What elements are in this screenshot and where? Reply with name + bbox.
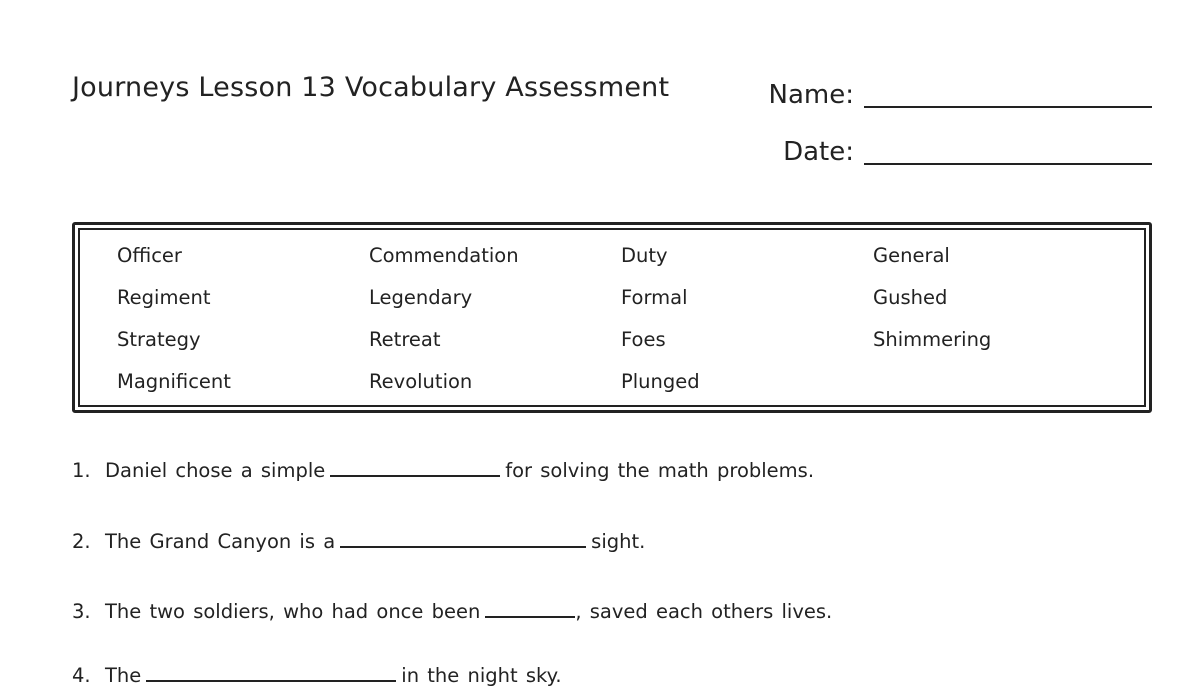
date-field[interactable]: [783, 137, 1152, 167]
question-number: 4.: [72, 664, 91, 687]
answer-blank[interactable]: [340, 528, 586, 548]
word-bank-item: Legendary: [369, 286, 473, 309]
answer-blank[interactable]: [146, 662, 396, 682]
answer-blank[interactable]: [330, 457, 500, 477]
word-bank-item: Duty: [621, 244, 668, 267]
question-4: [72, 662, 562, 688]
question-text-after: in the night sky.: [401, 664, 562, 687]
date-line[interactable]: [864, 162, 1152, 165]
question-text-before: Daniel chose a simple: [105, 459, 326, 482]
word-bank-item: Strategy: [117, 328, 201, 351]
question-2: [72, 528, 645, 554]
question-3: [72, 598, 832, 624]
name-label: Name:: [768, 80, 854, 110]
question-1: [72, 457, 814, 483]
word-bank-item: Retreat: [369, 328, 441, 351]
page-title: Journeys Lesson 13 Vocabulary Assessment: [72, 72, 670, 103]
name-field[interactable]: [769, 80, 1152, 110]
word-bank-item: Commendation: [369, 244, 519, 267]
question-number: 1.: [72, 459, 91, 482]
question-text-after: sight.: [591, 530, 646, 553]
word-bank-inner-border: [78, 228, 1146, 407]
word-bank-item: Plunged: [621, 370, 700, 393]
word-bank-item: Regiment: [117, 286, 211, 309]
question-text-before: The: [105, 664, 142, 687]
question-text-after: , saved each others lives.: [575, 600, 833, 623]
date-label: Date:: [783, 137, 854, 167]
answer-blank[interactable]: [485, 598, 575, 618]
word-bank-item: Officer: [117, 244, 182, 267]
question-number: 2.: [72, 530, 91, 553]
word-bank-item: Formal: [621, 286, 688, 309]
word-bank-item: Revolution: [369, 370, 473, 393]
word-bank-item: General: [873, 244, 950, 267]
word-bank-item: Gushed: [873, 286, 948, 309]
question-text-before: The two soldiers, who had once been: [105, 600, 481, 623]
question-number: 3.: [72, 600, 91, 623]
name-line[interactable]: [864, 105, 1152, 108]
word-bank-item: Magnificent: [117, 370, 231, 393]
word-bank-item: Foes: [621, 328, 666, 351]
word-bank: [72, 222, 1152, 413]
question-text-before: The Grand Canyon is a: [105, 530, 336, 553]
question-text-after: for solving the math problems.: [505, 459, 815, 482]
word-bank-item: Shimmering: [873, 328, 992, 351]
